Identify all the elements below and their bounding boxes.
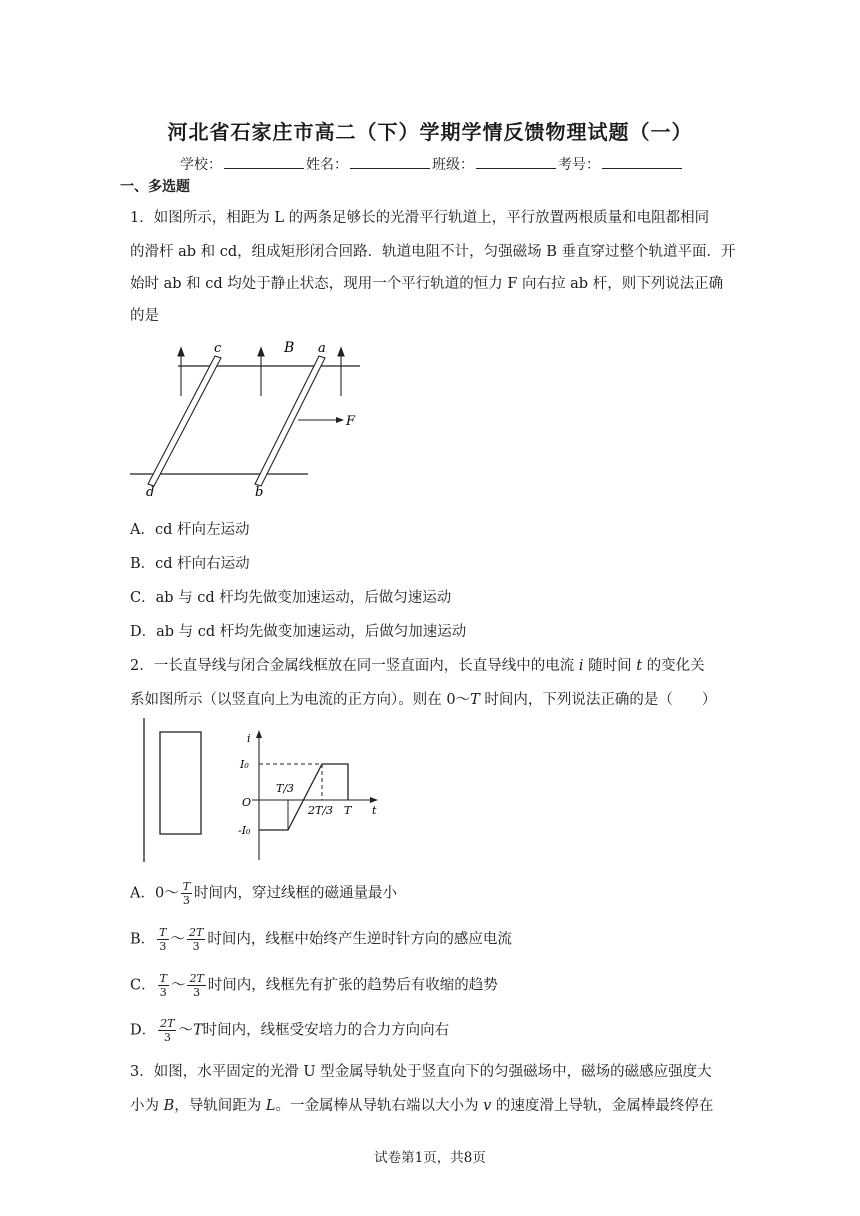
q1-option-d[interactable]: D．ab 与 cd 杆均先做变加速运动，后做匀加速运动: [130, 624, 467, 640]
graph-label-O: O: [242, 796, 252, 809]
school-label: 学校：: [180, 157, 222, 173]
fraction-T-3: $\frac{T}{3}$: [182, 880, 191, 907]
q1-line-1: 1．如图所示，相距为 L 的两条足够长的光滑平行轨道上，平行放置两根质量和电阻都相同: [130, 210, 710, 226]
rod-cd: [148, 356, 221, 486]
q1-line-3: 始时 ab 和 cd 均处于静止状态，现用一个平行轨道的恒力 F 向右拉 ab 杆，则下列说法正确: [130, 276, 724, 292]
fraction-2T-3: $\frac{2T}{3}$: [189, 972, 204, 999]
q1-option-b[interactable]: B．cd 杆向右运动: [130, 556, 250, 572]
q1-line-2: 的滑杆 ab 和 cd，组成矩形闭合回路．轨道电阻不计，匀强磁场 B 垂直穿过整个轨道平面．开: [130, 244, 736, 260]
q1-rails-figure: [128, 338, 368, 500]
fraction-2T-3: $\frac{2T}{3}$: [160, 1017, 175, 1044]
label-b: b: [255, 485, 264, 500]
page-footer: 试卷第1页，共8页: [374, 1150, 486, 1166]
graph-label-T3: T/3: [276, 782, 295, 795]
fraction-2T-3: $\frac{2T}{3}$: [189, 926, 204, 953]
fraction-T-3: $\frac{T}{3}$: [159, 972, 167, 999]
label-a: a: [318, 341, 326, 356]
graph-label-T: T: [344, 804, 352, 817]
q2-option-a[interactable]: A．0～ $\frac{T}{3}$ 时间内，穿过线框的磁通量最小: [130, 880, 398, 907]
metal-loop: [160, 732, 201, 834]
q2-line-1: 2．一长直导线与闭合金属线框放在同一竖直面内，长直导线中的电流 i 随时间 t 的变化关: [130, 658, 705, 674]
graph-label-2T3: 2T/3: [308, 804, 334, 817]
graph-label-I0: I₀: [240, 758, 249, 771]
q2-line-2: 系如图所示（以竖直向上为电流的正方向）。则在 0～T 时间内，下列说法正确的是（ ）: [130, 692, 717, 708]
q2-option-b[interactable]: B． $\frac{T}{3}$ ～ $\frac{2T}{3}$ 时间内，线框中始终产生逆时针方向的感应电流: [130, 926, 512, 953]
school-blank: [224, 154, 304, 169]
graph-label-neg-I0: -I₀: [238, 824, 251, 837]
q1-option-a[interactable]: A．cd 杆向左运动: [130, 522, 250, 538]
graph-label-i: i: [247, 732, 251, 745]
q1-option-c[interactable]: C．ab 与 cd 杆均先做变加速运动，后做匀速运动: [130, 590, 452, 606]
force-arrow-head: [336, 417, 344, 423]
q2-wire-loop-graph: [128, 714, 388, 864]
exam-no-blank: [602, 154, 682, 169]
class-blank: [476, 154, 556, 169]
q3-line-1: 3．如图，水平固定的光滑 U 型金属导轨处于竖直向下的匀强磁场中，磁场的磁感应强度大: [130, 1064, 712, 1080]
section-title: 一、多选题: [120, 179, 190, 195]
current-curve: [259, 764, 348, 830]
q2-option-d[interactable]: D． $\frac{2T}{3}$ ～T时间内，线框受安培力的合力方向向右: [130, 1017, 450, 1044]
label-B: B: [284, 340, 295, 356]
q1-line-4: 的是: [130, 308, 159, 324]
fraction-T-3: $\frac{T}{3}$: [159, 926, 167, 953]
label-c: c: [214, 341, 222, 356]
page-title: 河北省石家庄市高二（下）学期学情反馈物理试题（一）: [167, 120, 693, 144]
class-label: 班级：: [432, 157, 474, 173]
name-label: 姓名：: [306, 157, 348, 173]
graph-label-t: t: [372, 804, 377, 817]
exam-no-label: 考号：: [558, 157, 600, 173]
q2-option-c[interactable]: C． $\frac{T}{3}$ ～ $\frac{2T}{3}$ 时间内，线框先有扩张的趋势后有收缩的趋势: [130, 972, 498, 999]
rod-ab: [255, 356, 325, 486]
student-info-line: [180, 154, 684, 174]
q3-line-2: 小为 B，导轨间距为 L。一金属棒从导轨右端以大小为 v 的速度滑上导轨，金属棒最终停在: [130, 1098, 714, 1114]
name-blank: [350, 154, 430, 169]
label-d: d: [146, 485, 155, 500]
label-F: F: [346, 414, 356, 429]
